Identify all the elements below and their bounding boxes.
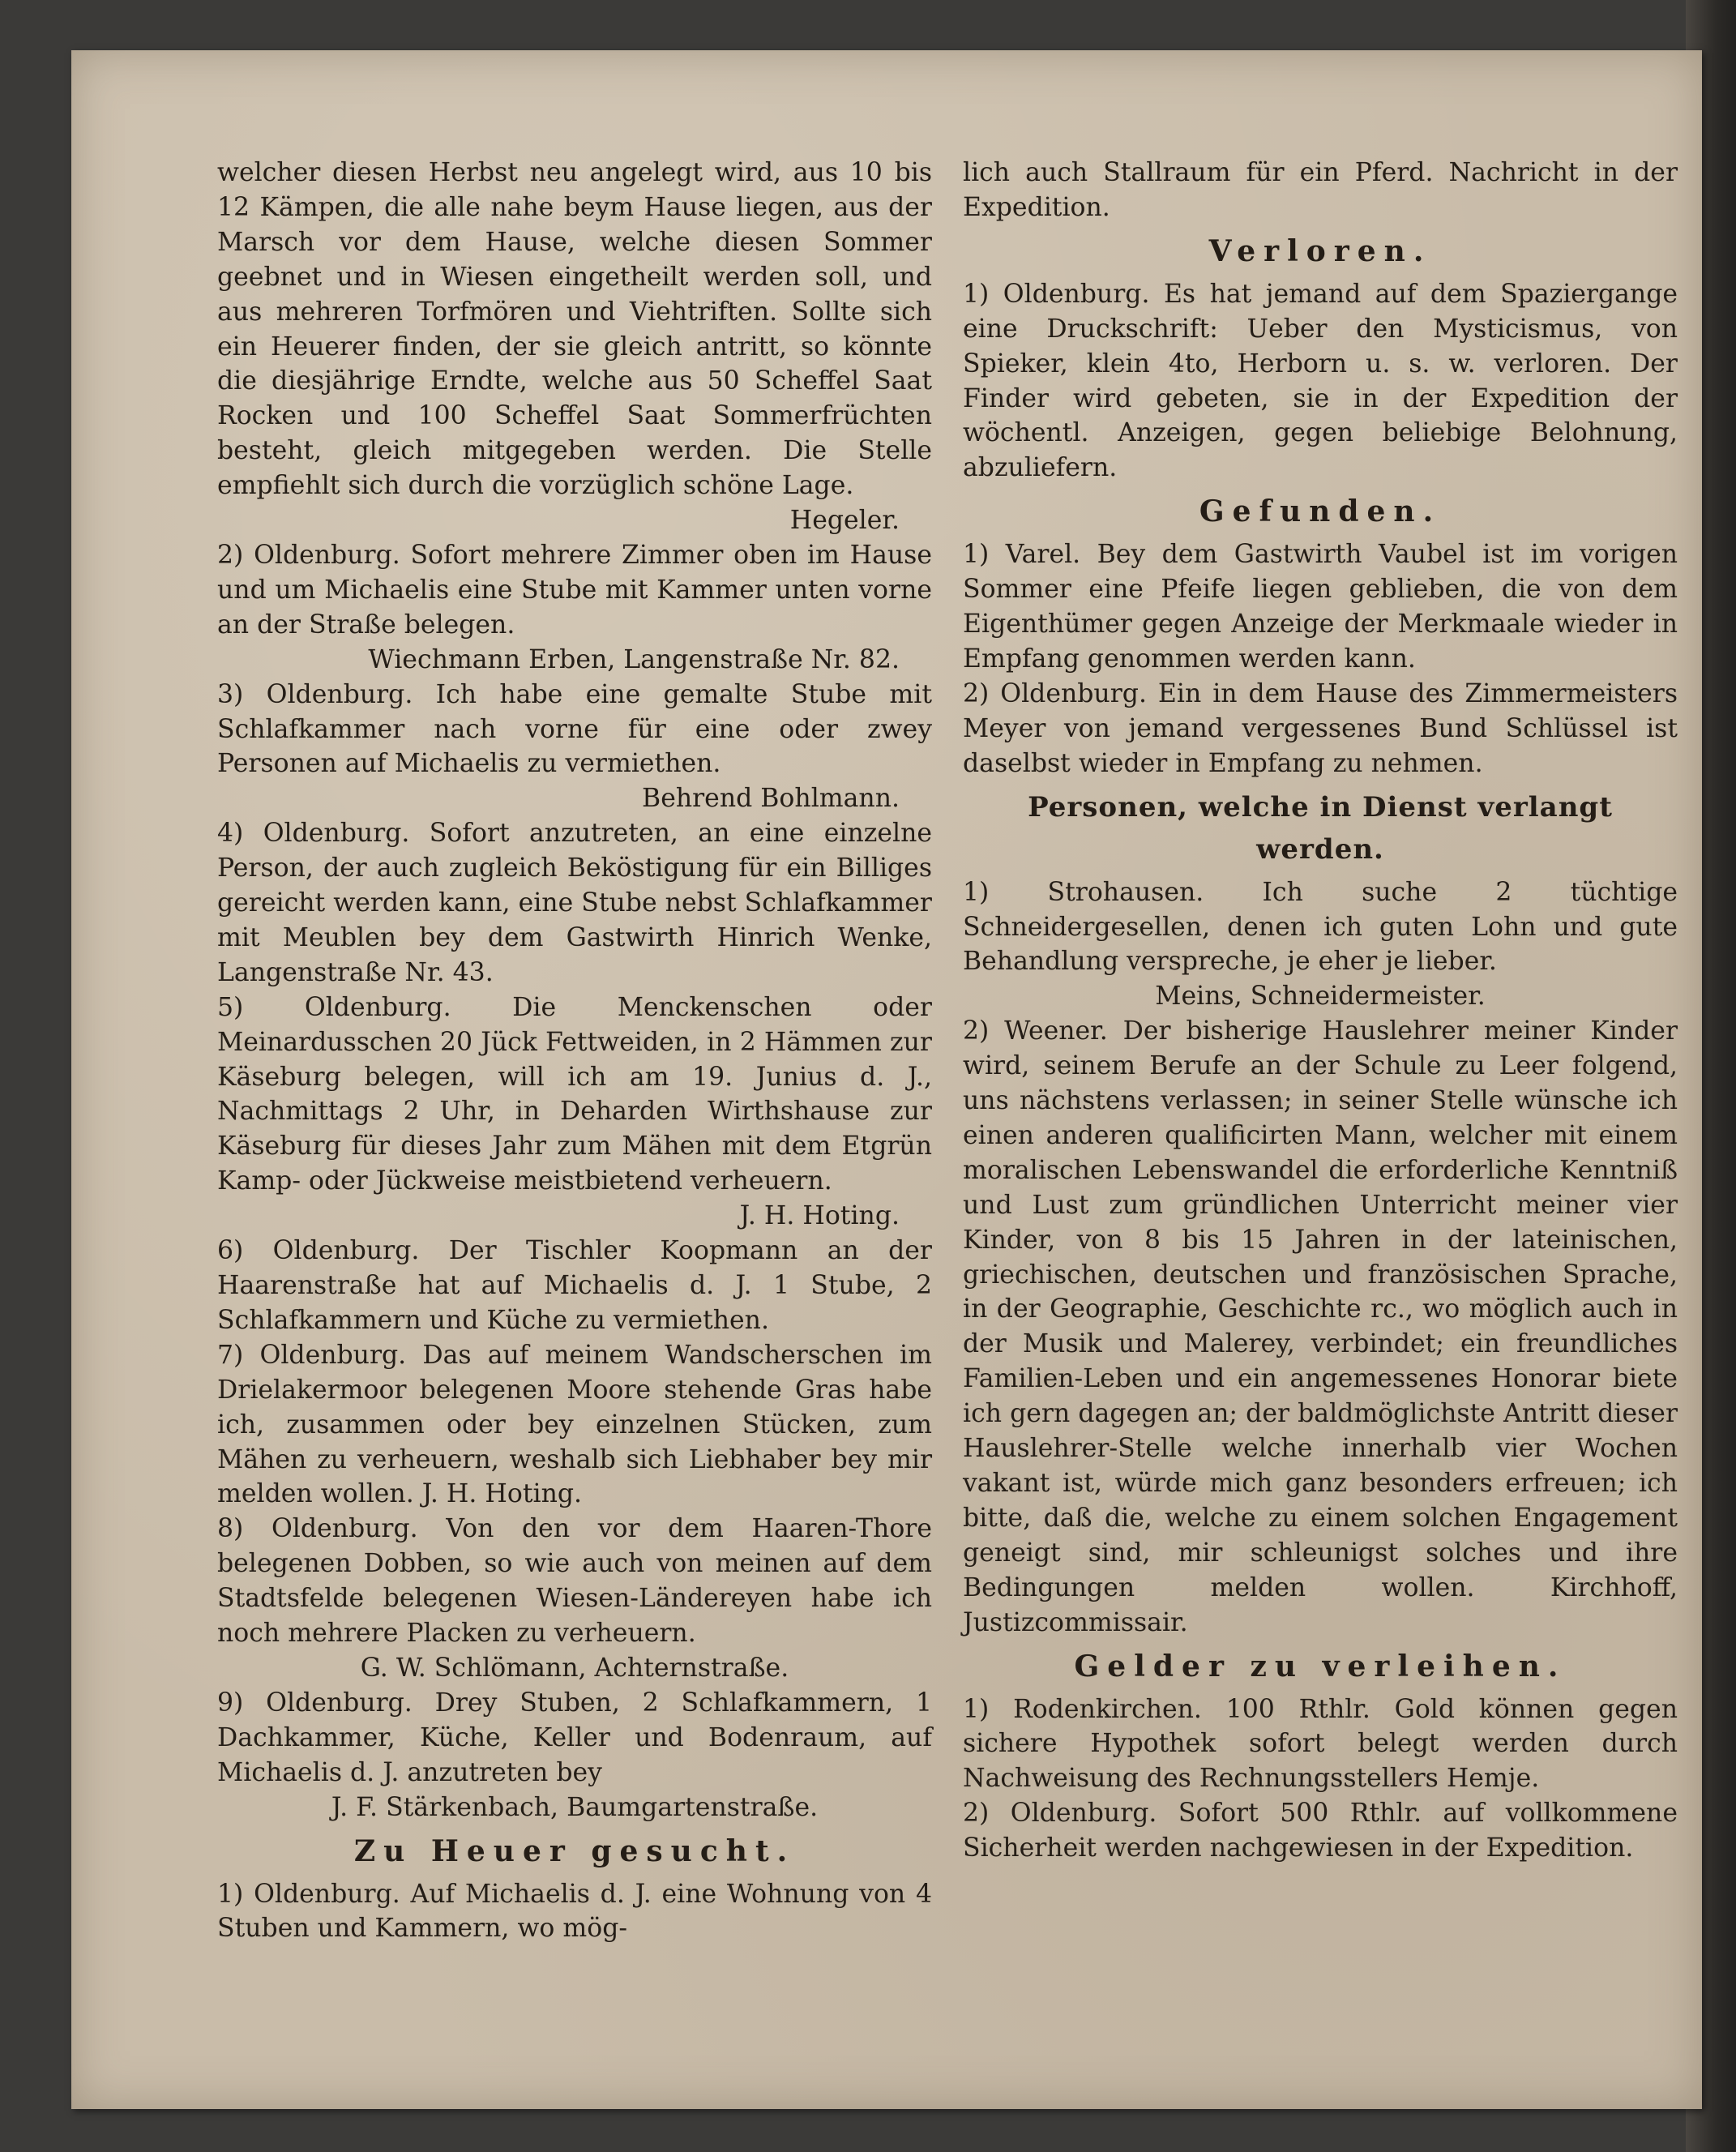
- listing-paragraph: lich auch Stallraum für ein Pferd. Nachricht in der Expedition.: [963, 158, 1678, 222]
- listing-signature: J. H. Hoting.: [739, 1201, 900, 1231]
- section-heading-zu-heuer-gesucht: Zu Heuer gesucht.: [353, 1833, 796, 1868]
- listing-paragraph: 2) Oldenburg. Sofort mehrere Zimmer oben im Hause und um Michaelis eine Stube mit Kammer unten vorne an der Straße belegen.: [217, 540, 932, 640]
- section-heading-gelder-zu-verleihen: Gelder zu verleihen.: [1074, 1649, 1567, 1684]
- listing-paragraph: 4) Oldenburg. Sofort anzutreten, an eine einzelne Person, der auch zugleich Beköstigung für ein Billiges gereicht werden kann, eine Stube nebst Schlafkammer mit Meublen bey dem Gastwirth Hinrich Wenke, Langenstraße Nr. 43.: [217, 819, 932, 987]
- newspaper-page: [71, 50, 1702, 2109]
- listing-signature: G. W. Schlömann, Achternstraße.: [360, 1653, 789, 1683]
- section-heading-gefunden: Gefunden.: [1199, 494, 1442, 529]
- listing-signature: Meins, Schneidermeister.: [1155, 982, 1486, 1012]
- listing-paragraph: 6) Oldenburg. Der Tischler Koopmann an der Haarenstraße hat auf Michaelis d. J. 1 Stube, 2 Schlafkammern und Küche zu vermiethen.: [217, 1236, 932, 1335]
- listing-signature: Wiechmann Erben, Langenstraße Nr. 82.: [368, 644, 900, 674]
- listing-paragraph: 1) Oldenburg. Es hat jemand auf dem Spaziergange eine Druckschrift: Ueber den Mysticismus, von Spieker, klein 4to, Herborn u. s. w. verloren. Der Finder wird gebeten, sie in der Expedition der wöchentl. Anzeigen, gegen beliebige Belohnung, abzuliefern.: [963, 279, 1678, 483]
- listing-paragraph: 1) Varel. Bey dem Gastwirth Vaubel ist im vorigen Sommer eine Pfeife liegen geblieben, die von dem Eigenthümer gegen Anzeige der Merkmaale wieder in Empfang genommen werden kann.: [963, 540, 1678, 674]
- listing-signature: Behrend Bohlmann.: [642, 784, 900, 814]
- listing-paragraph: 1) Rodenkirchen. 100 Rthlr. Gold können gegen sichere Hypothek sofort belegt werden durch Nachweisung des Rechnungsstellers Hemje.: [963, 1694, 1678, 1794]
- listing-paragraph: 8) Oldenburg. Von den vor dem Haaren-Thore belegenen Dobben, so wie auch von meinen auf dem Stadtsfelde belegenen Wiesen-Ländereyen habe ich noch mehrere Placken zu verheuern.: [217, 1514, 932, 1649]
- listing-paragraph: 2) Oldenburg. Ein in dem Hause des Zimmermeisters Meyer von jemand vergessenes Bund Schlüssel ist daselbst wieder in Empfang zu nehmen.: [963, 678, 1678, 778]
- listing-paragraph: 1) Strohausen. Ich suche 2 tüchtige Schneidergesellen, denen ich guten Lohn und gute Behandlung versprechе, je eher je lieber.: [963, 877, 1678, 977]
- listing-signature: Hegeler.: [789, 506, 900, 536]
- listing-paragraph: 2) Oldenburg. Sofort 500 Rthlr. auf vollkommene Sicherheit werden nachgewiesen in der Expedition.: [963, 1799, 1678, 1863]
- listing-paragraph: 2) Weener. Der bisherige Hauslehrer meiner Kinder wird, seinem Berufe an der Schule zu Leer folgend, uns nächstens verlassen; in seiner Stelle wünsche ich einen anderen qualificirten Mann, welcher mit einem moralischen Lebenswandel die erforderliche Kenntniß und Lust zum gründlichen Unterricht meiner vier Kinder, von 8 bis 15 Jahren in der lateinischen, griechischen, deutschen und französischen Sprache, in der Geographie, Geschichte rc., wo möglich auch in der Musik und Malerey, verbindet; ein freundliches Familien-Leben und ein angemessenes Honorar biete ich gern dagegen an; der baldmöglichste Antritt dieser Hauslehrer-Stelle welche innerhalb vier Wochen vakant ist, würde mich ganz besonders erfreuen; ich bitte, daß die, welche zu einem solchen Engagement geneigt sind, mir schleunigst solches und ihre Bedingungen melden wollen. Kirchhoff, Justizcommissair.: [963, 1016, 1678, 1637]
- listing-paragraph: 1) Oldenburg. Auf Michaelis d. J. eine Wohnung von 4 Stuben und Kammern, wo mög-: [217, 1879, 932, 1944]
- listing-paragraph: 7) Oldenburg. Das auf meinem Wandscherschen im Drielakermoor belegenen Moore stehende Gras habe ich, zusammen oder bey einzelnen Stücken, zum Mähen zu verheuern, weshalb sich Liebhaber bey mir melden wollen. J. H. Hoting.: [217, 1340, 932, 1509]
- section-heading-dienst: Personen, welche in Dienst verlangt werden.: [1028, 790, 1613, 866]
- section-heading-verloren: Verloren.: [1208, 233, 1432, 268]
- listing-paragraph: 9) Oldenburg. Drey Stuben, 2 Schlafkammern, 1 Dachkammer, Küche, Keller und Bodenraum, auf Michaelis d. J. anzutreten bey: [217, 1688, 932, 1787]
- listing-paragraph: 3) Oldenburg. Ich habe eine gemalte Stube mit Schlafkammer nach vorne für eine oder zwey Personen auf Michaelis zu vermiethen.: [217, 679, 932, 779]
- left-column: [217, 156, 932, 1946]
- listing-signature: J. F. Stärkenbach, Baumgartenstraße.: [331, 1792, 819, 1822]
- listing-paragraph: 5) Oldenburg. Die Menckenschen oder Meinardusschen 20 Jück Fettweiden, in 2 Hämmen zur Käseburg belegen, will ich am 19. Junius d. J., Nachmittags 2 Uhr, in Deharden Wirthshause zur Käseburg für dieses Jahr zum Mähen mit dem Etgrün Kamp- oder Jückweise meistbietend verheuern.: [217, 992, 932, 1196]
- right-column: [963, 156, 1678, 1866]
- listing-paragraph: welcher diesen Herbst neu angelegt wird, aus 10 bis 12 Kämpen, die alle nahe beym Hause liegen, aus der Marsch vor dem Hause, welche diesen Sommer geebnet und in Wiesen eingetheilt werden soll, und aus mehreren Torfmören und Viehtriften. Sollte sich ein Heuerer finden, der sie gleich antritt, so könnte die diesjährige Erndte, welche aus 50 Scheffel Saat Rocken und 100 Scheffel Saat Sommerfrüchten besteht, gleich mitgegeben werden. Die Stelle empfiehlt sich durch die vorzüglich schöne Lage.: [217, 158, 932, 501]
